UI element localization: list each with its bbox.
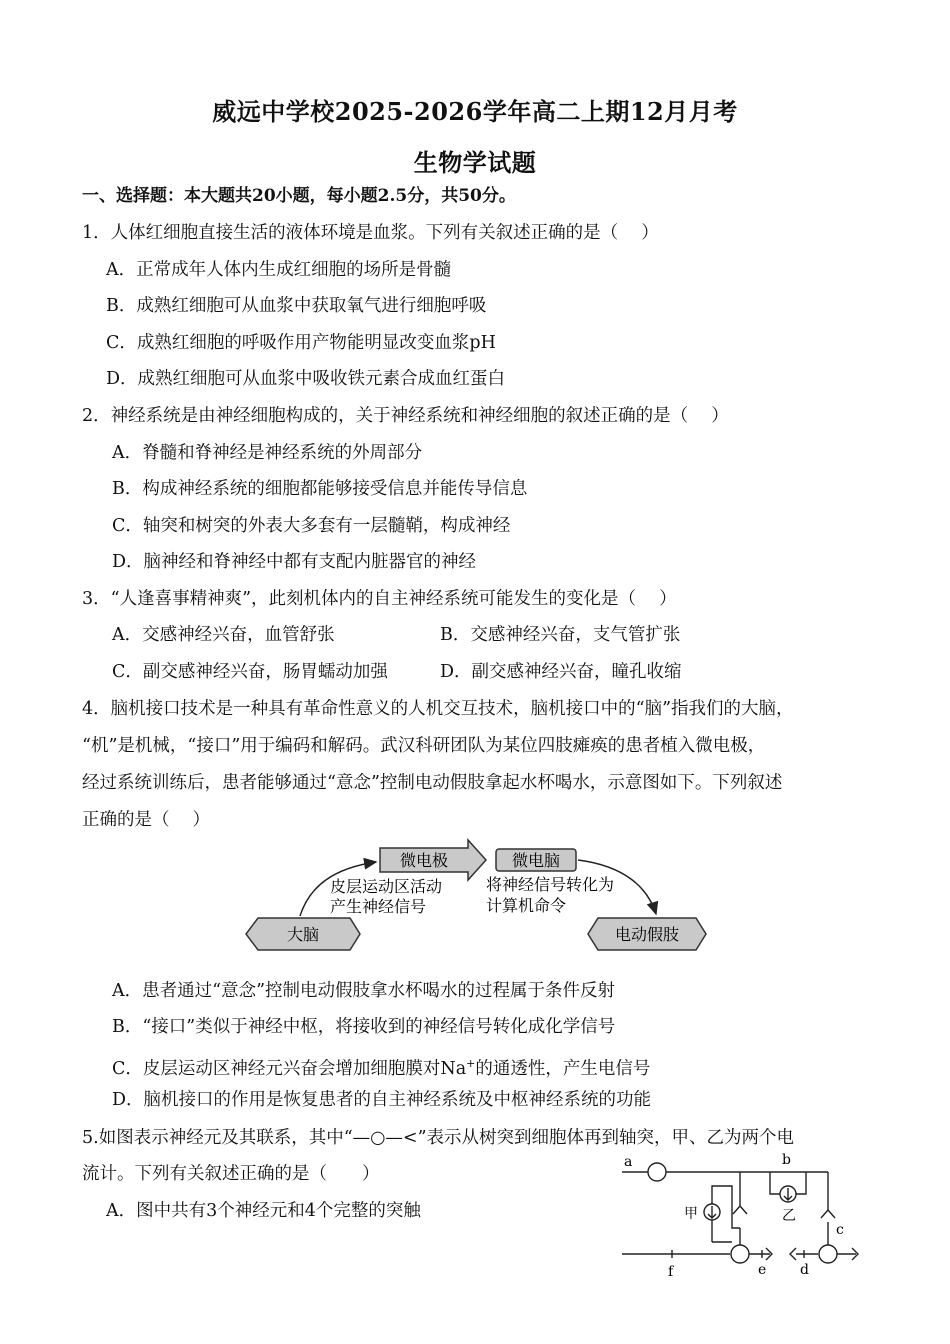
q4-option-a: A．患者通过“意念”控制电动假肢拿水杯喝水的过程属于条件反射 bbox=[112, 981, 616, 1001]
q4-option-b: B．“接口”类似于神经中枢，将接收到的神经信号转化成化学信号 bbox=[112, 1017, 616, 1037]
note-cortex-line-1: 皮层运动区活动 bbox=[330, 877, 443, 896]
q5-stem-line-1: 5.如图表示神经元及其联系，其中“—○—<”表示从树突到细胞体再到轴突，甲、乙为两个电 bbox=[82, 1128, 795, 1148]
q4-stem-line-3: 经过系统训练后，患者能够通过“意念”控制电动假肢拿起水杯喝水，示意图如下。下列叙述 bbox=[82, 773, 783, 793]
q4-option-d: D．脑机接口的作用是恢复患者的自主神经系统及中枢神经系统的功能 bbox=[112, 1090, 652, 1110]
brain-label: 大脑 bbox=[286, 925, 320, 944]
computer-label: 微电脑 bbox=[511, 851, 561, 870]
q1-stem: 1．人体红细胞直接生活的液体环境是血浆。下列有关叙述正确的是（ ） bbox=[82, 223, 659, 243]
q4-option-c bbox=[112, 1052, 650, 1081]
note-convert-line-1: 将神经信号转化为 bbox=[486, 875, 615, 894]
q2-option-d: D．脑神经和脊神经中都有支配内脏器官的神经 bbox=[112, 552, 477, 572]
q3-stem: 3．“人逢喜事精神爽”，此刻机体内的自主神经系统可能发生的变化是（ ） bbox=[82, 589, 677, 609]
q1-option-a: A．正常成年人体内生成红细胞的场所是骨髓 bbox=[106, 260, 452, 280]
q2-option-b: B．构成神经系统的细胞都能够接受信息并能传导信息 bbox=[112, 479, 528, 499]
exam-subject: 生物学试题 bbox=[413, 148, 537, 177]
limb-label: 电动假肢 bbox=[614, 925, 680, 944]
section-heading: 一、选择题：本大题共20小题，每小题2.5分，共50分。 bbox=[82, 186, 516, 206]
q4-stem-line-2: “机”是机械，“接口”用于编码和解码。武汉科研团队为某位四肢瘫痪的患者植入微电极， bbox=[82, 736, 766, 756]
label-b: b bbox=[782, 1152, 791, 1168]
q5-option-a: A．图中共有3个神经元和4个完整的突触 bbox=[106, 1201, 421, 1221]
q3-option-d: D．副交感神经兴奋，瞳孔收缩 bbox=[440, 662, 682, 682]
q1-option-d: D．成熟红细胞可从血浆中吸收铁元素合成血红蛋白 bbox=[106, 369, 506, 389]
exam-title: 威远中学校2025-2026学年高二上期12月月考 bbox=[212, 97, 738, 126]
label-yi: 乙 bbox=[782, 1208, 796, 1224]
q1-option-b: B．成熟红细胞可从血浆中获取氧气进行细胞呼吸 bbox=[106, 296, 487, 316]
q3-option-b: B．交感神经兴奋，支气管扩张 bbox=[440, 625, 681, 645]
label-f: f bbox=[668, 1264, 674, 1280]
label-jia: 甲 bbox=[684, 1206, 698, 1222]
label-a: a bbox=[624, 1154, 633, 1170]
note-cortex-line-2: 产生神经信号 bbox=[330, 897, 427, 916]
label-d: d bbox=[800, 1262, 809, 1278]
q5-stem-line-2: 流计。下列有关叙述正确的是（ ） bbox=[82, 1164, 380, 1184]
label-e: e bbox=[758, 1262, 767, 1278]
q2-option-c: C．轴突和树突的外表大多套有一层髓鞘，构成神经 bbox=[112, 516, 511, 536]
label-c: c bbox=[836, 1222, 844, 1238]
q2-option-a: A．脊髓和脊神经是神经系统的外周部分 bbox=[112, 443, 423, 463]
sodium-charge: + bbox=[466, 1057, 476, 1070]
q4-option-c-tail: 的通透性，产生电信号 bbox=[475, 1058, 651, 1079]
q1-option-c: C．成熟红细胞的呼吸作用产物能明显改变血浆pH bbox=[106, 333, 496, 353]
q4-option-c-text: C．皮层运动区神经元兴奋会增加细胞膜对Na bbox=[112, 1058, 467, 1079]
note-convert-line-2: 计算机命令 bbox=[486, 896, 567, 915]
q3-option-c: C．副交感神经兴奋，肠胃蠕动加强 bbox=[112, 662, 388, 682]
q4-stem-line-4: 正确的是（ ） bbox=[82, 810, 211, 830]
q5-neuron-diagram bbox=[600, 1150, 880, 1280]
q3-option-a: A．交感神经兴奋，血管舒张 bbox=[112, 625, 335, 645]
electrode-label: 微电极 bbox=[399, 851, 449, 870]
q2-stem: 2．神经系统是由神经细胞构成的，关于神经系统和神经细胞的叙述正确的是（ ） bbox=[82, 406, 729, 426]
q4-stem-line-1: 4．脑机接口技术是一种具有革命性意义的人机交互技术，脑机接口中的“脑”指我们的大脑， bbox=[82, 699, 794, 719]
